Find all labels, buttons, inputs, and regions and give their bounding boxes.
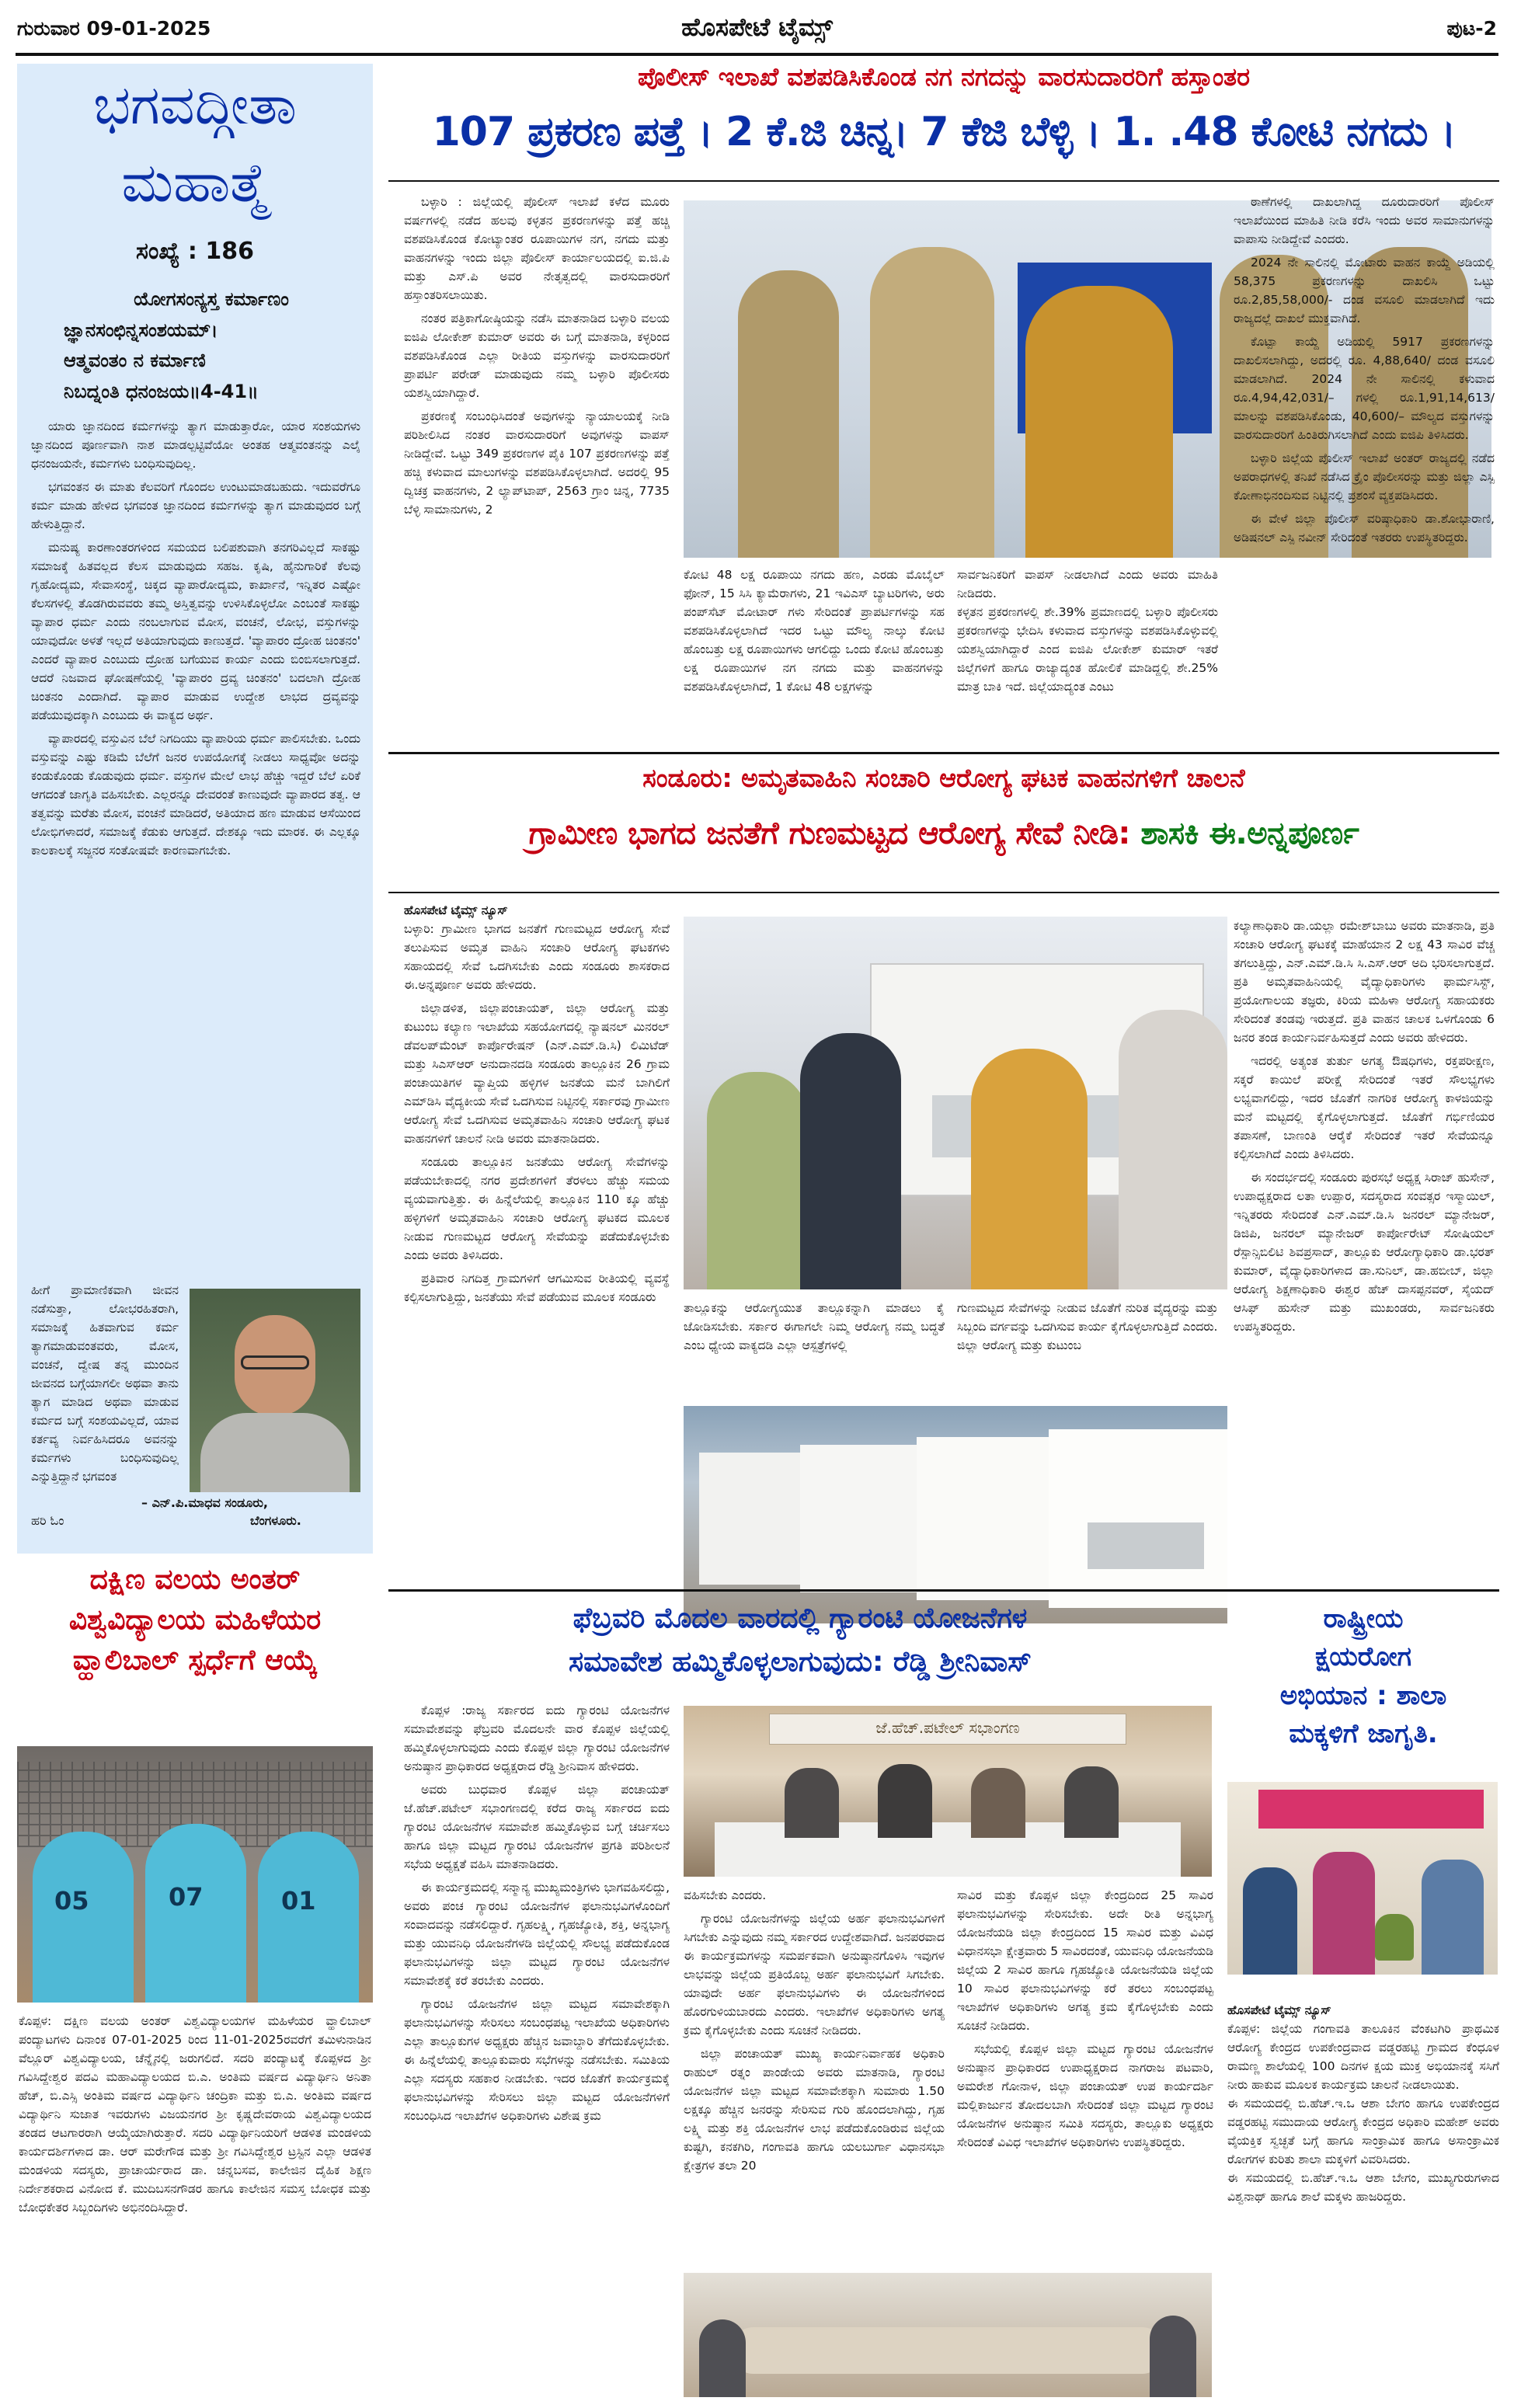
police-col2: ಕೋಟಿ 48 ಲಕ್ಷ ರೂಪಾಯಿ ನಗದು ಹಣ, ಎರಡು ಮೊಬೈಲ್ ಫೋನ್, 15 ಸಿಸಿ ಕ್ಯಾಮೆರಾಗಳು, 21 ಇವಿಎಸ್ ಬ್ಯಾಟರಿಗಳು, ಅರು ಪಂಪ್‌ಸೆಟ್ ಮೋಟಾರ್ ಗಳು ಸೇರಿದಂತೆ ಪ್ರಾಪರ್ಟಿಗಳನ್ನು ಸಹ ವಶಪಡಿಸಿಕೊಳ್ಳಲಾಗಿದೆ ಇದರ ಒಟ್ಟು ಮೌಲ್ಯ ನಾಲ್ಕು ಕೋಟಿ ಹೊಂಬತ್ತು ಲಕ್ಷ ರೂಪಾಯಿಗಳು ಆಗಲಿದ್ದು ಒಂದು ಕೋಟಿ ಹೊಂಬತ್ತು ಲಕ್ಷ ರೂಪಾಯಿಗಳ ನಗ ನಗದು ಮತ್ತು ವಾಹನಗಳನ್ನು ವಶಪಡಿಸಿಕೊಳ್ಳಲಾಗಿದೆ, 1 ಕೋಟಿ 48 ಲಕ್ಷಗಳನ್ನು [684,568,945,694]
guarantee-paragraph: ವಹಿಸಬೇಕು ಎಂದರು. [684,1888,767,1902]
gita-body-last [31,1281,179,1491]
health-paragraph: ಜಿಲ್ಲಾಡಳಿತ, ಜಿಲ್ಲಾಪಂಚಾಯತ್, ಜಿಲ್ಲಾ ಆರೋಗ್ಯ ಮತ್ತು ಕುಟುಂಬ ಕಲ್ಯಾಣ ಇಲಾಖೆಯ ಸಹಯೋಗದಲ್ಲಿ ನ್ಯಾಷನಲ್ ಮಿನರಲ್ ಡೆವಲಪ್‌ಮೆಂಟ್ ಕಾರ್ಪೊರೇಷನ್ (ಎನ್.ಎಮ್.ಡಿ.ಸಿ) ಲಿಮಿಟೆಡ್ ಮತ್ತು ಸಿಎಸ್‌ಆರ್ ಅನುದಾನದಡಿ ಸಂಡೂರು ತಾಲ್ಲೂಕಿನ 26 ಗ್ರಾಮ ಪಂಚಾಯಿತಿಗಳ ವ್ಯಾಪ್ತಿಯ ಹಳ್ಳಿಗಳ ಜನತೆಯ ಮನೆ ಬಾಗಿಲಿಗೆ ಎಮ್‌ಡಿಸಿ ವೈದ್ಯಕೀಯ ಸೇವೆ ಒದಗಿಸುವ ನಿಟ್ಟಿನಲ್ಲಿ ಸರ್ಕಾರವು ಗ್ರಾಮೀಣ ಆರೋಗ್ಯ ಸೇವೆ ಒದಗಿಸುವ ಅಮೃತವಾಹಿನಿ ಸಂಚಾರಿ ಆರೋಗ್ಯ ಘಟಕ ವಾಹನಗಳಿಗೆ ಚಾಲನೆ ನೀಡಿ ಅವರು ಮಾತನಾಡಿದರು. [404,1001,670,1147]
health-headline-speaker: ಶಾಸಕಿ ಈ.ಅನ್ನಪೂರ್ಣ [1140,816,1359,851]
police-col1 [404,193,670,524]
health-rule [388,892,1499,893]
gita-body [31,417,360,865]
player-figure [33,1832,134,2003]
tb-headline-line: ಕ್ಷಯರೋಗ [1314,1641,1412,1673]
health-paragraph: ಕಲ್ಯಾಣಾಧಿಕಾರಿ ಡಾ.ಯಲ್ಲಾ ರಮೇಶ್‌ಬಾಬು ಅವರು ಮಾತನಾಡಿ, ಪ್ರತಿ ಸಂಚಾರಿ ಆರೋಗ್ಯ ಘಟಕಕ್ಕೆ ಮಾಹೆಯಾನ 2 ಲಕ್ಷ 43 ಸಾವಿರ ವೆಚ್ಚ ತಗಲುತ್ತಿದ್ದು, ಎನ್.ಎಮ್.ಡಿ.ಸಿ ಸಿ.ಎಸ್.ಆರ್ ಅದಿ ಭರಿಸಲಾಗುತ್ತದೆ. ಪ್ರತಿ ಅಮೃತವಾಹಿನಿಯಲ್ಲಿ ವೈದ್ಯಾಧಿಕಾರಿಗಳು ಫಾರ್ಮಸಿಸ್ಟ್, ಪ್ರಯೋಗಾಲಯ ತಜ್ಞರು, ಕಿರಿಯ ಮಹಿಳಾ ಆರೋಗ್ಯ ಸಹಾಯಕರು ಸೇರಿದಂತೆ ತಂಡವು ಇರುತ್ತದೆ. ಪ್ರತಿ ವಾಹನ ಚಾಲಕ ಒಳಗೊಂಡು 6 ಜನರ ತಂಡ ಕಾರ್ಯನಿರ್ವಹಿಸುತ್ತದೆ ಎಂದು ಅವರು ಹೇಳಿದರು. [1234,919,1495,1046]
gita-issue: ಸಂಖ್ಯೆ : 186 [136,238,254,265]
author-glasses [241,1355,309,1369]
police-headline: 107 ಪ್ರಕರಣ ಪತ್ತೆ । 2 ಕೆ.ಜಿ ಚಿನ್ನ। 7 ಕೆಜಿ ಬೆಳ್ಳಿ । 1. .48 ಕೋಟಿ ನಗದು । [432,109,1456,155]
health-col2: ತಾಲ್ಲೂಕನ್ನು ಆರೋಗ್ಯಯುತ ತಾಲ್ಲೂಕನ್ನಾಗಿ ಮಾಡಲು ಕೈ ಜೋಡಿಸಬೇಕು. ಸರ್ಕಾರ ಈಗಾಗಲೇ ನಿಮ್ಮ ಆರೋಗ್ಯ ನಮ್ಮ ಬದ್ಧತೆ ಎಂಬ ಧ್ಯೇಯ ವಾಕ್ಯದಡಿ ಎಲ್ಲಾ ಆಸ್ಪತ್ರೆಗಳಲ್ಲಿ [684,1301,945,1353]
player-figure [145,1824,246,2003]
tb-headline-line: ಮಕ್ಕಳಿಗೆ ಜಾಗೃತಿ. [1289,1717,1438,1749]
person-figure [1064,1766,1119,1838]
volleyball-headline-line: ವಿಶ್ವವಿದ್ಯಾಲಯ ಮಹಿಳೆಯರ [68,1604,322,1637]
tb-headline-line: ಅಭಿಯಾನ : ಶಾಲಾ [1279,1679,1447,1711]
health-byline: ಹೊಸಪೇಟೆ ಟೈಮ್ಸ್ ನ್ಯೂಸ್ [404,903,508,917]
police-paragraph: ಬಳ್ಳಾರಿ : ಜಿಲ್ಲೆಯಲ್ಲಿ ಪೊಲೀಸ್ ಇಲಾಖೆ ಕಳೆದ ಮೂರು ವರ್ಷಗಳಲ್ಲಿ ನಡೆದ ಹಲವು ಕಳ್ಳತನ ಪ್ರಕರಣಗಳನ್ನು ಪತ್ತೆ ಹಚ್ಚಿ ವಶಪಡಿಸಿಕೊಂಡ ಕೋಟ್ಯಾಂತರ ರೂಪಾಯಿಗಳ ನಗ, ನಗದು ಮತ್ತು ವಾಹನಗಳನ್ನು ಇಂದು ಜಿಲ್ಲಾ ಪೊಲೀಸ್ ಕಾರ್ಯಾಲಯದಲ್ಲಿ ಐ.ಜಿ.ಪಿ ಮತ್ತು ಎಸ್.ಪಿ ಅವರ ನೇತೃತ್ವದಲ್ಲಿ ವಾರಸುದಾರರಿಗೆ ಹಸ್ತಾಂತರಿಸಲಾಯಿತು. [404,195,670,303]
police-col4 [1234,193,1495,552]
person-figure [1150,2316,1196,2397]
police-col3: ಸಾರ್ವಜನಿಕರಿಗೆ ವಾಪಸ್ ನೀಡಲಾಗಿದೆ ಎಂದು ಅವರು ಮಾಹಿತಿ ನೀಡಿದರು. ಕಳ್ಳತನ ಪ್ರಕರಣಗಳಲ್ಲಿ ಶೇ.39% ಪ್ರಮಾಣದಲ್ಲಿ ಬಳ್ಳಾರಿ ಪೊಲೀಸರು ಪ್ರಕರಣಗಳನ್ನು ಭೇದಿಸಿ ಕಳುವಾದ ವಸ್ತುಗಳನ್ನು ವಶಪಡಿಸಿಕೊಳ್ಳುವಲ್ಲಿ ಯಶಸ್ವಿಯಾಗಿದ್ದಾರೆ ಎಂದ ಐಜಿಪಿ ಲೋಕೇಶ್ ಕುಮಾರ್ ಇತರೆ ಜಿಲ್ಲೆಗಳಿಗೆ ಹಾಗೂ ರಾಜ್ಯಾದ್ಯಂತ ಹೋಲಿಕೆ ಮಾಡಿದ್ದಲ್ಲಿ ಶೇ.25% ಮಾತ್ರ ಬಾಕಿ ಇದೆ. ಜಿಲ್ಲೆಯಾದ್ಯಂತ ಎಂಟು [957,568,1218,694]
event-banner [1258,1790,1484,1829]
gita-paragraph: ಹೀಗೆ ಪ್ರಾಮಾಣಿಕವಾಗಿ ಜೀವನ ನಡೆಸುತ್ತಾ, ಲೋಭರಹಿತರಾಗಿ, ಸಮಾಜಕ್ಕೆ ಹಿತವಾಗುವ ಕರ್ಮ ತ್ಯಾಗಮಾಡುವಂತವರು, ಮೋಸ, ವಂಚನೆ, ದ್ವೇಷ ತನ್ನ ಮುಂದಿನ ಜೀವನದ ಬಗ್ಗೆಯಾಗಲೀ ಅಥವಾ ತಾನು ತ್ಯಾಗ ಮಾಡಿದ ಅಥವಾ ಮಾಡುವ ಕರ್ಮದ ಬಗ್ಗೆ ಸಂಶಯವಿಲ್ಲದೆ, ಯಾವ ಕರ್ತವ್ಯ ನಿರ್ವಹಿಸಿದರೂ ಅವನನ್ನು ಕರ್ಮಗಳು ಬಂಧಿಸುವುದಿಲ್ಲ ಎನ್ನುತ್ತಿದ್ದಾನೆ ಭಗವಂತ [31,1283,179,1484]
civilian-figure [1025,286,1173,558]
meeting-audience-photo [684,2273,1212,2397]
guarantee-headline-line: ಫೆಬ್ರವರಿ ಮೊದಲ ವಾರದಲ್ಲಿ ಗ್ಯಾರಂಟಿ ಯೋಜನೆಗಳ [573,1602,1028,1634]
volleyball-body: ಕೊಪ್ಪಳ: ದಕ್ಷಿಣ ವಲಯ ಅಂತರ್ ವಿಶ್ವವಿದ್ಯಾಲಯಗಳ ಮಹಿಳೆಯರ ವ್ಹಾಲಿಬಾಲ್ ಪಂದ್ಯಾಟಗಳು ದಿನಾಂಕ 07-01-2025 ರಿಂದ 11-01-2025ರವರೆಗೆ ತಮಿಳುನಾಡಿನ ವೆಲ್ಲೂರ್ ವಿಶ್ವವಿದ್ಯಾಲಯ, ಚೆನ್ನೈನಲ್ಲಿ ಜರುಗಲಿದೆ. ಸದರಿ ಪಂದ್ಯಾಟಕ್ಕೆ ಕೊಪ್ಪಳದ ಶ್ರೀ ಗವಿಸಿದ್ದೇಶ್ವರ ಪದವಿ ಮಹಾವಿದ್ಯಾಲಯದ ಬಿ.ಎ. ಅಂತಿಮ ವರ್ಷದ ವಿದ್ಯಾರ್ಥಿನಿ ಅನಿತಾ ಹೆಚ್, ಬಿ.ಎಸ್ಸಿ ಅಂತಿಮ ವರ್ಷದ ವಿದ್ಯಾರ್ಥಿನಿ ಚಂದ್ರಿಕಾ ಮತ್ತು ಬಿ.ಎ. ಅಂತಿಮ ವರ್ಷದ ವಿದ್ಯಾರ್ಥಿನಿ ಸುಜಾತ ಇವರುಗಳು ವಿಜಯನಗರ ಶ್ರೀ ಕೃಷ್ಣದೇವರಾಯ ವಿಶ್ವವಿದ್ಯಾಲಯದ ತಂಡದ ಆಟಗಾರರಾಗಿ ಆಯ್ಕೆಯಾಗಿರುತ್ತಾರೆ. ಸದರಿ ವಿದ್ಯಾರ್ಥಿನಿಯರಿಗೆ ಆಡಳಿತ ಮಂಡಳಿಯ ಕಾರ್ಯದರ್ಶಿಗಳಾದ ಡಾ. ಆರ್ ಮರೇಗೌಡ ಮತ್ತು ಶ್ರೀ ಗವಿಸಿದ್ದೇಶ್ವರ ಟ್ರಸ್ಟಿನ ಎಲ್ಲಾ ಆಡಳಿತ ಮಂಡಳಿಯ ಸದಸ್ಯರು, ಪ್ರಾಚಾರ್ಯರಾದ ಡಾ. ಚನ್ನಬಸವ, ಕಾಲೇಜಿನ ದೈಹಿಕ ಶಿಕ್ಷಣ ನಿರ್ದೇಶಕರಾದ ವಿನೋದ ಕೆ. ಮುದಿಬಸನಗೌಡರ ಹಾಗೂ ಕಾಲೇಜಿನ ಸಮಸ್ತ ಬೋಧಕ ಮತ್ತು ಬೋಧಕೇತರ ಸಿಬ್ಬಂದಿಗಳು ಅಭಿನಂದಿಸಿದ್ದಾರೆ. [19,2014,371,2215]
officer-figure [870,247,994,558]
guarantee-col2 [684,1886,945,2180]
gita-shloka [64,284,359,407]
gita-paragraph: ಯಾರು ಜ್ಞಾನದಿಂದ ಕರ್ಮಗಳನ್ನು ತ್ಯಾಗ ಮಾಡುತ್ತಾರೋ, ಯಾರ ಸಂಶಯಗಳು ಜ್ಞಾನದಿಂದ ಪೂರ್ಣವಾಗಿ ನಾಶ ಮಾಡಲ್ಪಟ್ಟಿವೆಯೋ ಅಂತಹ ಆತ್ಮವಂತನನ್ನು ಎಲೈ ಧನಂಜಯನೇ, ಕರ್ಮಗಳು ಬಂಧಿಸುವುದಿಲ್ಲ. [31,419,360,472]
person-figure [800,1033,901,1289]
masthead-paper-name: ಹೊಸಪೇಟೆ ಟೈಮ್ಸ್ [681,12,833,42]
person-figure [1119,1010,1227,1289]
police-paragraph: 2024 ನೇ ಸಾಲಿನಲ್ಲಿ ಮೋಟಾರು ವಾಹನ ಕಾಯ್ದೆ ಅಡಿಯಲ್ಲಿ 58,375 ಪ್ರಕರಣಗಳನ್ನು ದಾಖಲಿಸಿ ಒಟ್ಟು ರೂ.2,85,58,000/- ದಂಡ ವಸೂಲಿ ಮಾಡಲಾಗಿದೆ ಇದು ರಾಜ್ಯದಲ್ಲೆ ದಾಖಲೆ ಮುಕ್ತವಾಗಿದೆ. [1234,256,1495,326]
guarantee-col3 [957,1886,1213,2156]
person-figure [1313,1852,1375,1975]
volleyball-headline-line: ದಕ್ಷಿಣ ವಲಯ ಅಂತರ್ [89,1564,301,1595]
police-paragraph: ಬಳ್ಳಾರಿ ಜಿಲ್ಲೆಯ ಪೊಲೀಸ್ ಇಲಾಖೆ ಅಂತರ್ ರಾಜ್ಯದಲ್ಲಿ ನಡೆದ ಅಪರಾಧಗಳಲ್ಲಿ ತನಿಖೆ ನಡೆಸಿದ ಕ್ರೈಂ ಪೊಲೀಸರನ್ನು ಮತ್ತು ಜಿಲ್ಲಾ ಎಸ್ಪಿ ಕೋಣಾಭಿನಂದಿಸುವ ನಿಟ್ಟಿನಲ್ಲಿ ಪ್ರಶಂಸೆ ವ್ಯಕ್ತಪಡಿಸಿದರು. [1234,451,1495,503]
gita-shloka-line: ಜ್ಞಾನಸಂಛಿನ್ನಸಂಶಯಮ್। [64,318,218,341]
person-figure [1422,1860,1484,1975]
health-headline [388,816,1499,851]
officer-figure [738,270,839,558]
conference-table [730,2327,1165,2374]
gita-author: – ಎನ್.ಪಿ.ಮಾಧವ ಸಂಡೂರು, [141,1495,268,1510]
health-col3: ಗುಣಮಟ್ಟದ ಸೇವೆಗಳನ್ನು ನೀಡುವ ಜೊತೆಗೆ ನುರಿತ ವೈದ್ಯರನ್ನು ಮತ್ತು ಸಿಬ್ಬಂದಿ ವರ್ಗವನ್ನು ಒದಗಿಸುವ ಕಾರ್ಯ ಕೈಗೊಳ್ಳಲಾಗುತ್ತಿದೆ ಎಂದರು. ಜಿಲ್ಲಾ ಆರೋಗ್ಯ ಮತ್ತು ಕುಟುಂಬ [957,1301,1218,1353]
tb-headline-line: ರಾಷ್ಟ್ರೀಯ [1323,1603,1404,1634]
player-jersey-number: 07 [169,1882,204,1912]
health-paragraph: ಸಂಡೂರು ತಾಲ್ಲೂಕಿನ ಜನತೆಯು ಆರೋಗ್ಯ ಸೇವೆಗಳನ್ನು ಪಡೆಯಬೇಕಾದಲ್ಲಿ ನಗರ ಪ್ರದೇಶಗಳಿಗೆ ತೆರಳಲು ಹೆಚ್ಚು ಸಮಯ ವ್ಯಯವಾಗುತ್ತಿತ್ತು. ಈ ಹಿನ್ನೆಲೆಯಲ್ಲಿ ತಾಲ್ಲೂಕಿನ 110 ಕ್ಕೂ ಹೆಚ್ಚು ಹಳ್ಳಿಗಳಿಗೆ ಅಮೃತವಾಹಿನಿ ಸಂಚಾರಿ ಆರೋಗ್ಯ ಘಟಕದ ಮೂಲಕ ನೀಡುವ ಗುಣಮಟ್ಟದ ಆರೋಗ್ಯ ಸೇವೆಯನ್ನು ಪಡೆದುಕೊಳ್ಳಬೇಕು ಎಂದು ಅವರು ತಿಳಿಸಿದರು. [404,1155,670,1263]
person-figure [878,1764,932,1838]
person-figure [971,1049,1088,1289]
health-inauguration-photo [684,917,1227,1289]
person-figure [971,1768,1025,1838]
police-paragraph: ನಂತರ ಪತ್ರಿಕಾಗೋಷ್ಠಿಯನ್ನು ನಡೆಸಿ ಮಾತನಾಡಿದ ಬಳ್ಳಾರಿ ವಲಯ ಐಜಿಪಿ ಲೋಕೇಶ್ ಕುಮಾರ್ ಅವರು ಈ ಬಗ್ಗೆ ಮಾತನಾಡಿ, ಕಳ್ಳರಿಂದ ವಶಪಡಿಸಿಕೊಂಡ ಎಲ್ಲಾ ರೀತಿಯ ವಸ್ತುಗಳನ್ನು ವಾರಸುದಾರರಿಗೆ ಪ್ರಾಪರ್ಟಿ ಪರೇಡ್ ಮಾಡುವುದು ನಮ್ಮ ಬಳ್ಳಾರಿ ಪೊಲೀಸರು ಯಶಸ್ವಿಯಾಗಿದ್ದಾರೆ. [404,311,670,401]
gita-paragraph: ಭಗವಂತನ ಈ ಮಾತು ಕೆಲವರಿಗೆ ಗೊಂದಲ ಉಂಟುಮಾಡಬಹುದು. ಇದುವರೆಗೂ ಕರ್ಮ ಮಾಡು ಹೇಳಿದ ಭಗವಂತ ಜ್ಞಾನದಿಂದ ಕರ್ಮಗಳನ್ನು ತ್ಯಾಗ ಮಾಡುವುದರ ಬಗ್ಗೆ ಹೇಳುತ್ತಿದ್ದಾನೆ. [31,480,360,532]
masthead-page-label: ಪುಟ-2 [1446,17,1497,40]
guarantee-headline [388,1597,1212,1684]
health-kicker: ಸಂಡೂರು: ಅಮೃತವಾಹಿನಿ ಸಂಚಾರಿ ಆರೋಗ್ಯ ಘಟಕ ವಾಹನಗಳಿಗೆ ಚಾಲನೆ [642,763,1245,793]
hall-banner-text: ಜೆ.ಹೆಚ್.ಪಟೇಲ್ ಸಭಾಂಗಣ [875,1718,1020,1737]
ambulance-shape [699,1453,816,1585]
gita-title-line1: ಭಗವದ್ಗೀತಾ [93,73,297,137]
police-bottom-rule [388,752,1499,754]
gita-paragraph: ಮನುಷ್ಯ ಕಾರಣಾಂತರಗಳಿಂದ ಸಮಯದ ಬಲಿಪಶುವಾಗಿ ತನಗರಿವಿಲ್ಲದೆ ಸಾಕಷ್ಟು ಸಮಾಜಕ್ಕೆ ಹಿತವಲ್ಲದ ಕೆಲಸ ಮಾಡುವುದು ಸಹಜ. ಕೃಷಿ, ಹೈನುಗಾರಿಕೆ ಕೆಲವು ಗೃಹೋದ್ಯಮ, ಸೇವಾಸಂಸ್ಥೆ, ಚಿಕ್ಕದ ವ್ಯಾಪಾರೋದ್ಯಮ, ಕಾರ್ಖಾನೆ, ಇನ್ನಿತರ ಎಷ್ಟೋ ಕೆಲಸಗಳಲ್ಲಿ ತೊಡಗಿರುವವರು ತಮ್ಮ ಅಸ್ತಿತ್ವವನ್ನು ಉಳಿಸಿಕೊಳ್ಳಲೋ ಎಂಬಂತೆ ಸಾಕಷ್ಟು ವ್ಯಾಪಾರ ಧರ್ಮ ಎಂದು ನಂಬಲಾಗುವ ಮೋಸ, ವಂಚನೆ, ಲೋಭ, ವಸ್ತುಗಳನ್ನು ಯಾವುದೋ ಅಳತೆ ಇಲ್ಲದೆ ಅತಿಯಾಗುವುದು ಕಾಣುತ್ತದೆ. 'ವ್ಯಾಪಾರಂ ದ್ರೋಹ ಚಿಂತನಂ' ಎಂದರೆ ವ್ಯಾಪಾರ ಎಂಬುದು ದ್ರೋಹ ಬಗೆಯುವ ಕಾರ್ಯ ಎಂದು ಬಿಂಬಿಸಲಾಗುತ್ತದೆ. ಆದರೆ ನಿಜವಾದ ಘೋಷಣೆಯಲ್ಲಿ 'ವ್ಯಾಪಾರಂ ದ್ರವ್ಯ ಚಿಂತನಂ' ಬದಲಾಗಿ ದ್ರೋಹ ಚಿಂತನಂ ಎಂದಾಗಿದೆ. ವ್ಯಾಪಾರ ಮಾಡುವ ಉದ್ದೇಶ ಲಾಭದ ದ್ರವ್ಯವನ್ನು ಪಡೆಯುವುದಕ್ಕಾಗಿ ಎಂಬುದು ಈ ವಾಕ್ಯದ ಅರ್ಥ. [31,541,360,723]
player-jersey-number: 01 [281,1886,316,1916]
health-paragraph: ಬಳ್ಳಾರಿ: ಗ್ರಾಮೀಣ ಭಾಗದ ಜನತೆಗೆ ಗುಣಮಟ್ಟದ ಆರೋಗ್ಯ ಸೇವೆ ತಲುಪಿಸುವ ಅಮೃತ ವಾಹಿನಿ ಸಂಚಾರಿ ಆರೋಗ್ಯ ಘಟಕಗಳು ಸಹಾಯದಲ್ಲಿ ಸೇವೆ ಒದಗಿಸಬೇಕು ಎಂದು ಸಂಡೂರು ಶಾಸಕರಾದ ಈ.ಅನ್ನಪೂರ್ಣ ಅವರು ಹೇಳಿದರು. [404,922,670,993]
health-paragraph: ಪ್ರತಿವಾರ ನಿಗದಿತ್ತ ಗ್ರಾಮಗಳಿಗೆ ಆಗಮಿಸುವ ರೀತಿಯಲ್ಲಿ ವ್ಯವಸ್ಥೆ ಕಲ್ಪಿಸಲಾಗುತ್ತಿದ್ದು, ಜನತೆಯು ಸೇವೆ ಪಡೆಯುವ ಮೂಲಕ ಸಂಡೂರು [404,1272,670,1305]
tb-awareness-photo [1227,1782,1498,1975]
guarantee-paragraph: ಜಿಲ್ಲಾ ಪಂಚಾಯತ್ ಮುಖ್ಯ ಕಾರ್ಯನಿರ್ವಾಹಕ ಅಧಿಕಾರಿ ರಾಹುಲ್ ರತ್ನಂ ಪಾಂಡೇಯ ಅವರು ಮಾತನಾಡಿ, ಗ್ಯಾರಂಟಿ ಯೋಜನೆಗಳ ಜಿಲ್ಲಾ ಮಟ್ಟದ ಸಮಾವೇಶಕ್ಕಾಗಿ ಸುಮಾರು 1.50 ಲಕ್ಷಕ್ಕೂ ಹೆಚ್ಚಿನ ಜನರನ್ನು ಸೇರಿಸುವ ಗುರಿ ಹೊಂದಲಾಗಿದ್ದು, ಗೃಹ ಲಕ್ಷ್ಮಿ ಮತ್ತು ಶಕ್ತಿ ಯೋಜನೆಗಳ ಲಾಭ ಪಡೆದುಕೊಂಡಿರುವ ಜಿಲ್ಲೆಯ ಕುಷ್ಟಗಿ, ಕನಕಗಿರಿ, ಗಂಗಾವತಿ ಹಾಗೂ ಯಲಬುರ್ಗಾ ವಿಧಾನಸಭಾ ಕ್ಷೇತ್ರಗಳ ತಲಾ 20 [684,2047,945,2173]
tb-body-text: ಕೊಪ್ಪಳ: ಜಿಲ್ಲೆಯ ಗಂಗಾವತಿ ತಾಲೂಕಿನ ವೆಂಕಟಗಿರಿ ಪ್ರಾಥಮಿಕ ಆರೋಗ್ಯ ಕೇಂದ್ರದ ಉಪಕೇಂದ್ರವಾದ ವಡ್ಡರಹಟ್ಟಿ ಗ್ರಾಮದ ಕೆಂಧೂಳ ರಾಮಣ್ಣ ಶಾಲೆಯಲ್ಲಿ 100 ದಿನಗಳ ಕ್ಷಯ ಮುಕ್ತ ಅಭಿಯಾನಕ್ಕೆ ಸಸಿಗೆ ನೀರು ಹಾಕುವ ಮೂಲಕ ಕಾರ್ಯಕ್ರಮ ಚಾಲನೆ ನೀಡಲಾಯಿತು. ಈ ಸಮಯದಲ್ಲಿ ಬಿ.ಹೆಚ್.ಇ.ಒ ಆಶಾ ಬೇಗಂ ಹಾಗೂ ಉಪಕೇಂದ್ರದ ವಡ್ಡರಹಟ್ಟಿ ಸಮುದಾಯ ಆರೋಗ್ಯ ಕೇಂದ್ರದ ಅಧಿಕಾರಿ ಮಹೇಶ್ ಅವರು ವೈಯಕ್ತಿಕ ಸ್ವಚ್ಛತೆ ಬಗ್ಗೆ ಹಾಗೂ ಸಾಂಕ್ರಾಮಿಕ ಹಾಗೂ ಅಸಾಂಕ್ರಾಮಿಕ ರೋಗಗಳ ಕುರಿತು ಶಾಲಾ ಮಕ್ಕಳಿಗೆ ವಿವರಿಸಿದರು. ಈ ಸಮಯದಲ್ಲಿ ಬಿ.ಹೆಚ್.ಇ.ಒ ಆಶಾ ಬೇಗಂ, ಮುಖ್ಯಗುರುಗಳಾದ ವಿಶ್ವನಾಥ್ ಹಾಗೂ ಶಾಲೆ ಮಕ್ಕಳು ಹಾಜರಿದ್ದರು. [1227,2022,1499,2204]
player-jersey-number: 05 [54,1886,89,1916]
gita-closing: ಹರಿ ಓಂ [31,1513,64,1528]
guarantee-paragraph: ಅವರು ಬುಧವಾರ ಕೊಪ್ಪಳ ಜಿಲ್ಲಾ ಪಂಚಾಯತ್ ಜೆ.ಹೆಚ್.ಪಟೇಲ್ ಸಭಾಂಗಣದಲ್ಲಿ ಕರೆದ ರಾಜ್ಯ ಸರ್ಕಾರದ ಐದು ಗ್ಯಾರಂಟಿ ಯೋಜನೆಗಳ ಸಮಾವೇಶ ಹಮ್ಮಿಕೊಳ್ಳುವ ಬಗ್ಗೆ ಚರ್ಚಿಸಲು ಹಾಗೂ ಜಿಲ್ಲಾ ಮಟ್ಟದ ಗ್ಯಾರಂಟಿ ಯೋಜನೆಗಳ ಪ್ರಗತಿ ಪರಿಶೀಲನೆ ಸಭೆಯ ಅಧ್ಯಕ್ಷತೆ ವಹಿಸಿ ಮಾತನಾಡಿದರು. [404,1783,670,1872]
gita-title-line2: ಮಹಾತ್ಮೆ [121,151,269,214]
volleyball-players-photo [17,1746,373,2003]
health-col4 [1234,917,1495,1341]
gita-paragraph: ವ್ಯಾಪಾರದಲ್ಲಿ ವಸ್ತುವಿನ ಬೆಲೆ ನಿಗದಿಯು ವ್ಯಾಪಾರಿಯ ಧರ್ಮ ಪಾಲಿಸಬೇಕು. ಒಂದು ವಸ್ತುವನ್ನು ಎಷ್ಟು ಕಡಿಮೆ ಬೆಲೆಗೆ ಜನರ ಉಪಯೋಗಕ್ಕೆ ನೀಡಲು ಸಾಧ್ಯವೋ ಅದನ್ನು ಕಂಡುಕೊಂಡು ಕೊಡುವುದು ಧರ್ಮ. ವಸ್ತುಗಳ ಮೇಲೆ ಲಾಭ ಹೆಚ್ಚು ಇದ್ದರೆ ಬೆಲೆ ಏರಿಕೆ ಆಗದಂತೆ ಜಾಗೃತಿ ವಹಿಸಬೇಕು. ಎಲ್ಲರನ್ನೂ ದೇವರಂತೆ ಕಾಣುವುದೇ ವ್ಯಾಪಾರದ ತತ್ವ. ಆ ತತ್ವವನ್ನು ಮರೆತು ಮೋಸ, ವಂಚನೆ ಮಾಡಿದರೆ, ಅತಿಯಾದ ಹಣ ಮಾಡುವ ಆಸೆಯಿಂದ ಲೋಭಿಗಳಾದರೆ, ಸಮಾಜಕ್ಕೆ ಕೆಡುಕು ಆಗುತ್ತದೆ. ದೇಶಕ್ಕೂ ಇದು ಮಾರಕ. ಈ ಎಲ್ಲಕ್ಕೂ ಕಾಲಕಾಲಕ್ಕೆ ಸಜ್ಜನರ ಸಂತೋಷವೇ ಕಾರಣವಾಗಬೇಕು. [31,732,360,858]
guarantee-paragraph: ಗ್ಯಾರಂಟಿ ಯೋಜನೆಗಳ ಜಿಲ್ಲಾ ಮಟ್ಟದ ಸಮಾವೇಶಕ್ಕಾಗಿ ಫಲಾನುಭವಿಗಳನ್ನು ಸೇರಿಸಲು ಸಂಬಂಧಪಟ್ಟ ಇಲಾಖೆಯ ಅಧಿಕಾರಿಗಳು ಎಲ್ಲಾ ತಾಲ್ಲೂಕುಗಳ ಅಧ್ಯಕ್ಷರು ಹೆಚ್ಚಿನ ಜವಾಬ್ದಾರಿ ತೆಗೆದುಕೊಳ್ಳಬೇಕು. ಈ ಹಿನ್ನೆಲೆಯಲ್ಲಿ ತಾಲ್ಲೂಕುವಾರು ಸಭೆಗಳನ್ನು ನಡೆಸಬೇಕು. ಸಮಿತಿಯ ಎಲ್ಲಾ ಸದಸ್ಯರು ಸಹಕಾರ ನೀಡಬೇಕು. ಇದರ ಜೊತೆಗೆ ಕಾರ್ಯಕ್ರಮಕ್ಕೆ ಫಲಾನುಭವಿಗಳನ್ನು ಸೇರಿಸಲು ಜಿಲ್ಲಾ ಮಟ್ಟದ ಯೋಜನೆಗಳಿಗೆ ಸಂಬಂಧಿಸಿದ ಇಲಾಖೆಗಳ ಅಧಿಕಾರಿಗಳು ವಿಶೇಷ ಕ್ರಮ [404,1997,670,2124]
masthead-date: ಗುರುವಾರ 09-01-2025 [17,17,211,40]
guarantee-paragraph: ಈ ಕಾರ್ಯಕ್ರಮದಲ್ಲಿ ಸನ್ಮಾನ್ಯ ಮುಖ್ಯಮಂತ್ರಿಗಳು ಭಾಗವಹಿಸಲಿದ್ದು, ಅವರು ಪಂಚ ಗ್ಯಾರಂಟಿ ಯೋಜನೆಗಳ ಫಲಾನುಭವಿಗಳೊಂದಿಗೆ ಸಂವಾದವನ್ನು ನಡೆಸಲಿದ್ದಾರೆ. ಗೃಹಲಕ್ಷ್ಮಿ, ಗೃಹಜ್ಯೋತಿ, ಶಕ್ತಿ, ಅನ್ನಭಾಗ್ಯ ಮತ್ತು ಯುವನಿಧಿ ಯೋಜನೆಗಳಡಿ ಜಿಲ್ಲೆಯಲ್ಲಿ ಸೌಲಭ್ಯ ಪಡೆದುಕೊಂಡ ಫಲಾನುಭವಿಗಳನ್ನು ಜಿಲ್ಲಾ ಮಟ್ಟದ ಗ್ಯಾರಂಟಿ ಯೋಜನೆಗಳ ಸಮಾವೇಶಕ್ಕೆ ಕರೆ ತರಬೇಕು ಎಂದರು. [404,1881,670,1989]
volleyball-headline-line: ವ್ಹಾಲಿಬಾಲ್ ಸ್ಪರ್ಧೆಗೆ ಆಯ್ಕೆ [72,1644,318,1677]
police-kicker: ಪೊಲೀಸ್ ಇಲಾಖೆ ವಶಪಡಿಸಿಕೊಂಡ ನಗ ನಗದನ್ನು ವಾರಸುದಾರರಿಗೆ ಹಸ್ತಾಂತರ [637,62,1251,92]
gita-shloka-line: ಆತ್ಮವಂತಂ ನ ಕರ್ಮಾಣಿ [64,350,206,372]
ambulance-grille [1088,1522,1204,1569]
person-figure [707,1072,808,1289]
health-headline-main: ಗ್ರಾಮೀಣ ಭಾಗದ ಜನತೆಗೆ ಗುಣಮಟ್ಟದ ಆರೋಗ್ಯ ಸೇವೆ ನೀಡಿ: [528,816,1130,851]
volleyball-headline [17,1560,373,1682]
police-paragraph: ಕೊಟ್ಪಾ ಕಾಯ್ದೆ ಅಡಿಯಲ್ಲಿ 5917 ಪ್ರಕರಣಗಳನ್ನು ದಾಖಲಿಸಲಾಗಿದ್ದು, ಅದರಲ್ಲಿ ರೂ. 4,88,640/ ದಂಡ ವಸೂಲಿ ಮಾಡಲಾಗಿದೆ. 2024 ನೇ ಸಾಲಿನಲ್ಲಿ ಕಳುವಾದ ರೂ.4,94,42,031/– ಗಳಲ್ಲಿ ರೂ.1,91,14,613/ ಮಾಲನ್ನು ವಶಪಡಿಸಿಕೊಂಡು, 40,600/– ಮೌಲ್ಯದ ವಸ್ತುಗಳನ್ನು ವಾರಸುದಾರರಿಗೆ ಹಿಂತಿರುಗಿಸಲಾಗಿದೆ ಎಂದು ಐಜಿಪಿ ತಿಳಿಸಿದರು. [1234,335,1495,443]
health-paragraph: ಈ ಸಂದರ್ಭದಲ್ಲಿ ಸಂಡೂರು ಪುರಸಭೆ ಅಧ್ಯಕ್ಷ ಸಿರಾಜ್ ಹುಸೇನ್, ಉಪಾಧ್ಯಕ್ಷರಾದ ಲತಾ ಉಪ್ಪಾರ, ಸದಸ್ಯರಾದ ಸಂವತ್ಸರ ಇಸ್ಮಾಯಿಲ್, ಇನ್ನಿತರರು ಸೇರಿದಂತೆ ಎನ್.ಎಮ್.ಡಿ.ಸಿ ಜನರಲ್ ಮ್ಯಾನೇಜರ್, ಡಿಜಿಪಿ, ಜನರಲ್ ಮ್ಯಾನೇಜರ್ ಕಾರ್ಪೋರೇಟ್ ಸೋಷಿಯಲ್ ರೆಸ್ಪಾನ್ಸಿಬಿಲಿಟಿ ಶಿವಪ್ರಸಾದ್, ತಾಲ್ಲೂಕು ಆರೋಗ್ಯಾಧಿಕಾರಿ ಡಾ.ಭರತ್ ಕುಮಾರ್, ವೈದ್ಯಾಧಿಕಾರಿಗಳಾದ ಡಾ.ಸುನಿಲ್, ಡಾ.ಹಬೀಬ್, ಜಿಲ್ಲಾ ಆರೋಗ್ಯ ಶಿಕ್ಷಣಾಧಿಕಾರಿ ಈಶ್ವರ ಹೆಚ್ ದಾಸಪ್ಪನವರ್, ಸೈಯದ್ ಆಸಿಫ್ ಹುಸೇನ್ ಮತ್ತು ಮುಖಂಡರು, ಸಾರ್ವಜನಿಕರು ಉಪಸ್ಥಿತರಿದ್ದರು. [1234,1171,1495,1334]
author-portrait [190,1289,360,1492]
police-paragraph: ಈ ವೇಳೆ ಜಿಲ್ಲಾ ಪೊಲೀಸ್ ವರಿಷ್ಠಾಧಿಕಾರಿ ಡಾ.ಶೋಭಾರಾಣಿ, ಅಡಿಷನಲ್ ಎಸ್ಪಿ ನವೀನ್ ಸೇರಿದಂತೆ ಇತರರು ಉಪಸ್ಥಿತರಿದ್ದರು. [1234,512,1495,545]
guarantee-paragraph: ಕೊಪ್ಪಳ :ರಾಜ್ಯ ಸರ್ಕಾರದ ಐದು ಗ್ಯಾರಂಟಿ ಯೋಜನೆಗಳ ಸಮಾವೇಶವನ್ನು ಫೆಬ್ರವರಿ ಮೊದಲನೇ ವಾರ ಕೊಪ್ಪಳ ಜಿಲ್ಲೆಯಲ್ಲಿ ಹಮ್ಮಿಕೊಳ್ಳಲಾಗುವುದು ಎಂದು ಕೊಪ್ಪಳ ಜಿಲ್ಲಾ ಗ್ಯಾರಂಟಿ ಯೋಜನೆಗಳ ಅನುಷ್ಠಾನ ಪ್ರಾಧಿಕಾರದ ಅಧ್ಯಕ್ಷರಾದ ರೆಡ್ಡಿ ಶ್ರೀನಿವಾಸ ಹೇಳಿದರು. [404,1703,670,1774]
health-paragraph: ಇದರಲ್ಲಿ ಅತ್ಯಂತ ತುರ್ತು ಅಗತ್ಯ ಔಷಧಿಗಳು, ರಕ್ತಪರೀಕ್ಷಣ, ಸಕ್ಕರೆ ಕಾಯಿಲೆ ಪರೀಕ್ಷೆ ಸೇರಿದಂತೆ ಇತರೆ ಸೌಲಭ್ಯಗಳು ಲಭ್ಯವಾಗಲಿದ್ದು, ಇದರ ಜೊತೆಗೆ ನಾಗರಿಕ ಆರೋಗ್ಯ ಕಾಳಜಿಯನ್ನು ಮನೆ ಮಟ್ಟದಲ್ಲಿ ಕೈಗೊಳ್ಳಲಾಗುತ್ತದೆ. ಜೊತೆಗೆ ಗರ್ಭಿಣಿಯರ ತಪಾಸಣೆ, ಬಾಣಂತಿ ಆರೈಕೆ ಸೇರಿದಂತೆ ಇತರೆ ಸೇವೆಯನ್ನೂ ಕಲ್ಪಿಸಲಾಗಿದೆ ಎಂದು ತಿಳಿಸಿದರು. [1234,1054,1495,1162]
guarantee-headline-line: ಸಮಾವೇಶ ಹಮ್ಮಿಕೊಳ್ಳಲಾಗುವುದು: ರೆಡ್ಡಿ ಶ್ರೀನಿವಾಸ್ [569,1645,1032,1678]
police-rule [388,180,1499,182]
police-paragraph: ಠಾಣೆಗಳಲ್ಲಿ ದಾಖಲಾಗಿದ್ದ ದೂರುದಾರರಿಗೆ ಪೊಲೀಸ್ ಇಲಾಖೆಯಿಂದ ಮಾಹಿತಿ ನೀಡಿ ಕರೆಸಿ ಇಂದು ಅವರ ಸಾಮಾನುಗಳನ್ನು ವಾಪಾಸು ನೀಡಿದ್ದೇವೆ ಎಂದರು. [1234,195,1495,247]
guarantee-col1 [404,1701,670,2130]
person-figure [1243,1867,1297,1975]
person-figure [699,2319,746,2397]
guarantee-paragraph: ಸಾವಿರ ಮತ್ತು ಕೊಪ್ಪಳ ಜಿಲ್ಲಾ ಕೇಂದ್ರದಿಂದ 25 ಸಾವಿರ ಫಲಾನುಭವಿಗಳನ್ನು ಸೇರಿಸಬೇಕು. ಅದೇ ರೀತಿ ಅನ್ನಭಾಗ್ಯ ಯೋಜನೆಯಡಿ ಜಿಲ್ಲಾ ಕೇಂದ್ರದಿಂದ 15 ಸಾವಿರ ಮತ್ತು ವಿವಿಧ ವಿಧಾನಸಭಾ ಕ್ಷೇತ್ರವಾರು 5 ಸಾವಿರದಂತೆ, ಯುವನಿಧಿ ಯೋಜನೆಯಡಿ ಜಿಲ್ಲೆಯ 2 ಸಾವಿರ ಹಾಗೂ ಗೃಹಜ್ಯೋತಿ ಯೋಜನೆಯಡಿ ಜಿಲ್ಲೆಯ 10 ಸಾವಿರ ಫಲಾನುಭವಿಗಳನ್ನು ಕರೆ ತರಲು ಸಂಬಂಧಪಟ್ಟ ಇಲಾಖೆಗಳ ಅಧಿಕಾರಿಗಳು ಅಗತ್ಯ ಕ್ರಮ ಕೈಗೊಳ್ಳಬೇಕು ಎಂದು ಸೂಚನೆ ನೀಡಿದರು. [957,1888,1213,2034]
gita-author-city: ಬೆಂಗಳೂರು. [250,1513,301,1528]
player-figure [258,1832,359,2003]
health-bottom-rule [388,1589,1499,1592]
guarantee-paragraph: ಸಭೆಯಲ್ಲಿ ಕೊಪ್ಪಳ ಜಿಲ್ಲಾ ಮಟ್ಟದ ಗ್ಯಾರಂಟಿ ಯೋಜನೆಗಳ ಅನುಷ್ಠಾನ ಪ್ರಾಧಿಕಾರದ ಉಪಾಧ್ಯಕ್ಷರಾದ ನಾಗರಾಜ ಪಟವಾರಿ, ಅಮರೇಶ ಗೋನಾಳ, ಜಿಲ್ಲಾ ಪಂಚಾಯತ್ ಉಪ ಕಾರ್ಯದರ್ಶಿ ಮಲ್ಲಿಕಾರ್ಜುನ ತೋದಲಬಾಗಿ ಸೇರಿದಂತೆ ಜಿಲ್ಲಾ ಮಟ್ಟದ ಗ್ಯಾರಂಟಿ ಯೋಜನೆಗಳ ಅನುಷ್ಠಾನ ಸಮಿತಿ ಸದಸ್ಯರು, ತಾಲ್ಲೂಕು ಅಧ್ಯಕ್ಷರು ಸೇರಿದಂತೆ ವಿವಿಧ ಇಲಾಖೆಗಳ ಅಧಿಕಾರಿಗಳು ಉಪಸ್ಥಿತರಿದ್ದರು. [957,2042,1213,2150]
tb-body [1227,1982,1499,2206]
masthead [17,8,1497,53]
tb-byline: ಹೊಸಪೇಟೆ ಟೈಮ್ಸ್ ನ್ಯೂಸ್ [1227,2003,1331,2018]
author-shirt [200,1413,350,1492]
ambulance-shape [1049,1429,1227,1608]
meeting-hall-photo [684,1706,1212,1877]
ambulance-shape [800,1445,932,1592]
tb-headline [1227,1600,1499,1753]
masthead-rule [16,53,1498,56]
gita-shloka-line: ನಿಬದ್ನಂತಿ ಧನಂಜಯ॥4-41॥ [64,380,259,402]
gita-shloka-line: ಯೋಗಸಂನ್ಯಸ್ತ ಕರ್ಮಾಣಂ [134,288,289,310]
person-figure [785,1768,839,1838]
plant-pot [1375,1914,1414,1961]
police-paragraph: ಪ್ರಕರಣಕ್ಕೆ ಸಂಬಂಧಿಸಿದಂತೆ ಅವುಗಳನ್ನು ನ್ಯಾಯಾಲಯಕ್ಕೆ ನೀಡಿ ಪರಿಶೀಲಿಸಿದ ನಂತರ ವಾರಸುದಾರರಿಗೆ ಅವುಗಳನ್ನು ವಾಪಸ್ ನೀಡಿದ್ದೇವೆ. ಒಟ್ಟು 349 ಪ್ರಕರಣಗಳ ಪೈಕಿ 107 ಪ್ರಕರಣಗಳನ್ನು ಪತ್ತೆ ಹಚ್ಚಿ ಕಳುವಾದ ಮಾಲುಗಳನ್ನು ವಶಪಡಿಸಿಕೊಳ್ಳಲಾಗಿದೆ. ಅದರಲ್ಲಿ 95 ದ್ವಿಚಕ್ರ ವಾಹನಗಳು, 2 ಲ್ಯಾಪ್‌ಟಾಪ್, 2563 ಗ್ರಾಂ ಚಿನ್ನ, 7735 ಬೆಳ್ಳಿ ಸಾಮಾನುಗಳು, 2 [404,409,670,517]
gita-box [17,64,373,1554]
guarantee-paragraph: ಗ್ಯಾರಂಟಿ ಯೋಜನೆಗಳನ್ನು ಜಿಲ್ಲೆಯ ಅರ್ಹ ಫಲಾನುಭವಿಗಳಿಗೆ ಸಿಗಬೇಕು ಎನ್ನುವುದು ನಮ್ಮ ಸರ್ಕಾರದ ಉದ್ದೇಶವಾಗಿದೆ. ಜನಪರವಾದ ಈ ಕಾರ್ಯಕ್ರಮಗಳನ್ನು ಸಮರ್ಪಕವಾಗಿ ಅನುಷ್ಠಾನಗೊಳಿಸಿ ಇವುಗಳ ಲಾಭವನ್ನು ಜಿಲ್ಲೆಯ ಪ್ರತಿಯೊಬ್ಬ ಅರ್ಹ ಫಲಾನುಭವಿಗೆ ಸಿಗಬೇಕು. ಯಾವುದೇ ಅರ್ಹ ಫಲಾನುಭವಿಗಳು ಈ ಯೋಜನೆಗಳಿಂದ ಹೊರಗುಳಿಯಬಾರದು ಎಂದರು. ಇಲಾಖೆಗಳ ಅಧಿಕಾರಿಗಳು ಅಗತ್ಯ ಕ್ರಮ ಕೈಗೊಳ್ಳಬೇಕು ಎಂದು ಸೂಚನೆ ನೀಡಿದರು. [684,1912,945,2038]
health-col1 [404,901,670,1311]
